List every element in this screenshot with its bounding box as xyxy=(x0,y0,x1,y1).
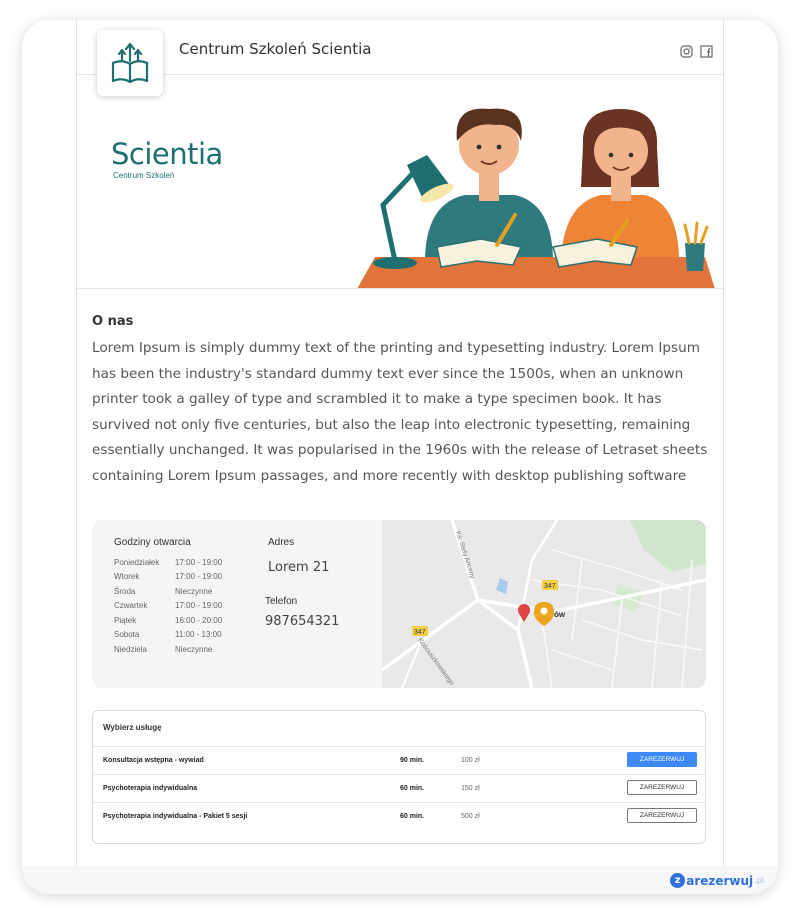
location-map[interactable] xyxy=(382,520,706,688)
students-illustration xyxy=(345,75,723,289)
book-button[interactable]: ZAREZERWUJ xyxy=(627,808,697,823)
service-row xyxy=(93,802,705,830)
zarezerwuj-tld: .pl xyxy=(754,876,764,885)
service-duration: 60 min. xyxy=(400,785,425,792)
place-label: ów xyxy=(554,610,566,619)
about-title: O nas xyxy=(92,314,134,329)
service-price: 150 zł xyxy=(461,785,480,792)
hours-title: Godziny otwarcia xyxy=(114,537,191,548)
phone-value[interactable]: 987654321 xyxy=(265,614,340,629)
service-duration: 90 min. xyxy=(400,757,425,764)
social-links xyxy=(680,43,713,56)
service-name: Psychoterapia indywidualna xyxy=(103,785,198,792)
book-arrows-icon xyxy=(110,41,150,85)
zarezerwuj-brand: arezerwuj xyxy=(686,873,754,888)
info-panel: Godziny otwarcia Poniedziałek 17:00 - 19:00 Wtorek 17:00 - 19:00 Środa Nieczynne Czwartek 17:00 - 19:00 Piątek 16:00 - 20:00 Sobota 11:00 - 13:00 Niedziela Nieczynne Adres Lorem 21 Telefon 987654321 347 347 Ks. Stefy Ariceny Kościuszkowskiego ów xyxy=(92,520,706,688)
address-title: Adres xyxy=(268,537,295,548)
service-price: 500 zł xyxy=(461,813,480,820)
street-label: Kościuszkowskiego xyxy=(416,637,456,687)
zarezerwuj-logo[interactable] xyxy=(670,873,764,888)
about-text: Lorem Ipsum is simply dummy text of the printing and typesetting industry. Lorem Ipsum has been the industry's standard dummy text ever since the 1500s, when an unknown printer took a galley of type and scrambled it to make a type specimen book. It has survived not only five centuries, but also the leap into electronic typesetting, remaining essentially unchanged. It was popularised in the 1960s with the release of Letraset sheets containing Lorem Ipsum passages, and more recently with desktop publishing software xyxy=(92,340,708,484)
address-value: Lorem 21 xyxy=(268,560,330,575)
road-number-label: 347 xyxy=(544,583,556,590)
book-button[interactable]: ZAREZERWUJ xyxy=(627,752,697,767)
services-panel xyxy=(92,710,706,844)
services-title: Wybierz usługę xyxy=(103,723,162,732)
hero-banner xyxy=(77,75,723,289)
service-price: 100 zł xyxy=(461,757,480,764)
service-row xyxy=(93,746,705,774)
street-label: Ks. Stefy Ariceny xyxy=(454,530,476,580)
service-name: Psychoterapia indywidualna - Pakiet 5 sesji xyxy=(103,813,248,820)
service-name: Konsultacja wstępna - wywiad xyxy=(103,757,204,764)
brand-subtitle: Centrum Szkoleń xyxy=(113,171,175,180)
phone-title: Telefon xyxy=(265,596,298,607)
widget-card xyxy=(22,20,778,894)
header xyxy=(77,20,723,75)
footer-band xyxy=(22,866,778,894)
road-number-label: 347 xyxy=(414,629,426,636)
book-button[interactable]: ZAREZERWUJ xyxy=(627,780,697,795)
service-duration: 60 min. xyxy=(400,813,425,820)
site-title: Centrum Szkoleń Scientia xyxy=(179,40,372,58)
brand-wordmark: Scientia xyxy=(111,137,223,171)
instagram-icon[interactable] xyxy=(680,43,693,56)
zarezerwuj-z-icon: z xyxy=(670,873,685,888)
content-column xyxy=(76,20,724,866)
facebook-icon[interactable] xyxy=(700,43,713,56)
logo xyxy=(97,30,163,96)
service-row xyxy=(93,774,705,802)
